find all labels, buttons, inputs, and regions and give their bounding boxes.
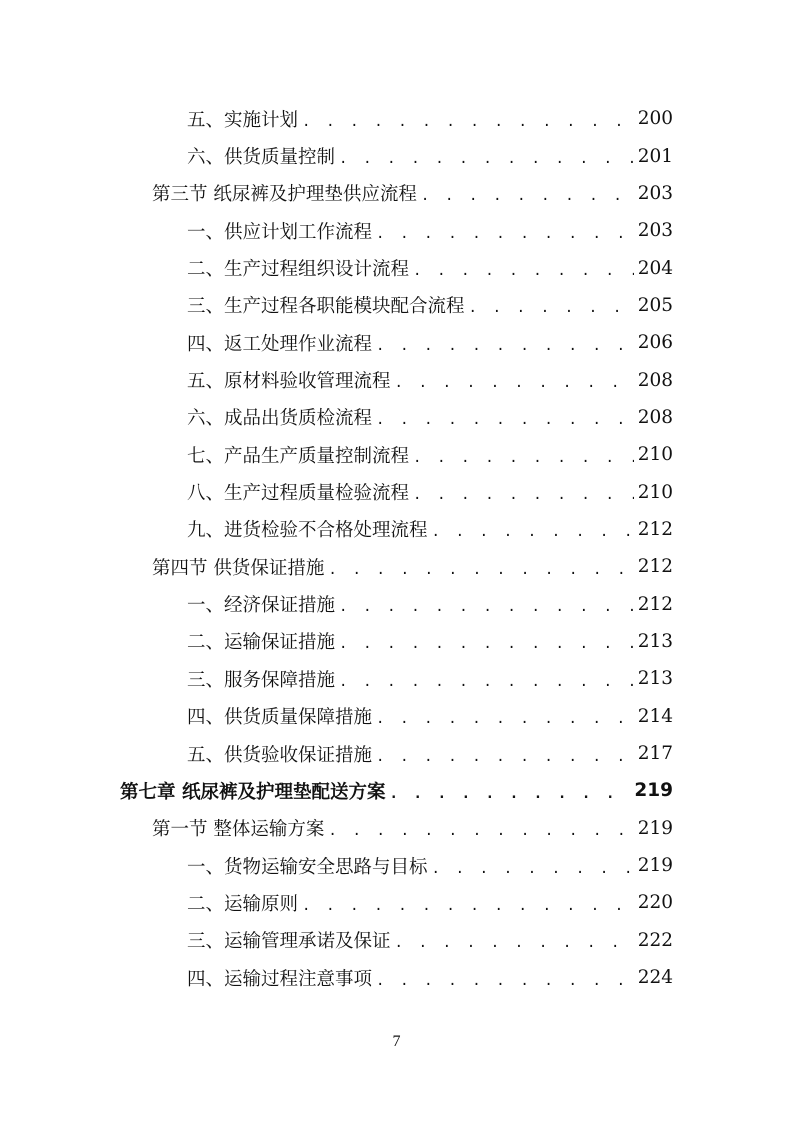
dot-leader — [328, 823, 633, 839]
dot-leader — [413, 263, 634, 279]
dot-leader — [376, 973, 634, 989]
toc-entry-title: 二、运输原则 — [187, 893, 299, 915]
dot-leader — [339, 599, 634, 615]
toc-entry-page: 210 — [637, 481, 673, 503]
toc-entry-page: 208 — [637, 369, 673, 391]
toc-entry-page: 212 — [637, 518, 673, 540]
dot-leader — [302, 114, 634, 130]
toc-entry[interactable] — [0, 959, 793, 996]
dot-leader — [421, 188, 634, 204]
toc-entry[interactable] — [0, 847, 793, 884]
toc-entry-page: 213 — [637, 630, 673, 652]
dot-leader — [413, 450, 634, 466]
toc-chapter-entry[interactable] — [0, 772, 793, 809]
toc-entry-title: 五、供货验收保证措施 — [187, 744, 373, 766]
toc-entry-title: 三、服务保障措施 — [187, 669, 336, 691]
toc-entry-page: 206 — [637, 332, 673, 354]
dot-leader — [376, 749, 634, 765]
toc-entry-page: 213 — [637, 668, 673, 690]
toc-entry-page: 210 — [637, 444, 673, 466]
dot-leader — [376, 338, 634, 354]
toc-entry-title: 五、实施计划 — [187, 109, 299, 131]
dot-leader — [339, 674, 634, 690]
toc-entry-page: 219 — [637, 817, 673, 839]
table-of-contents — [0, 100, 793, 996]
toc-entry-page: 224 — [637, 967, 673, 989]
toc-entry-page: 205 — [637, 294, 673, 316]
dot-leader — [376, 226, 634, 242]
dot-leader — [395, 935, 634, 951]
toc-entry-title: 第四节 供货保证措施 — [152, 557, 325, 579]
toc-entry-page: 200 — [637, 108, 673, 130]
toc-entry[interactable] — [0, 511, 793, 548]
toc-entry[interactable] — [0, 922, 793, 959]
toc-entry-title: 一、经济保证措施 — [187, 595, 336, 617]
toc-entry[interactable] — [0, 660, 793, 697]
toc-entry-title: 九、进货检验不合格处理流程 — [187, 520, 428, 542]
dot-leader — [395, 375, 634, 391]
toc-entry-page: 220 — [637, 892, 673, 914]
toc-entry-page: 214 — [637, 705, 673, 727]
toc-entry-title: 七、产品生产质量控制流程 — [187, 445, 410, 467]
toc-entry-title: 四、供货质量保障措施 — [187, 707, 373, 729]
toc-section-entry[interactable] — [0, 175, 793, 212]
toc-entry-title: 一、供应计划工作流程 — [187, 221, 373, 243]
toc-entry-title: 三、运输管理承诺及保证 — [187, 931, 391, 953]
toc-entry-title: 六、供货质量控制 — [187, 147, 336, 169]
page-number: 7 — [392, 1033, 401, 1050]
dot-leader — [432, 524, 634, 540]
toc-entry-page: 219 — [634, 780, 673, 802]
toc-entry-title: 八、生产过程质量检验流程 — [187, 483, 410, 505]
toc-entry[interactable] — [0, 585, 793, 622]
toc-entry-page: 203 — [637, 220, 673, 242]
toc-entry-page: 201 — [637, 145, 673, 167]
dot-leader — [413, 487, 634, 503]
dot-leader — [302, 898, 634, 914]
toc-entry-title: 三、生产过程各职能模块配合流程 — [187, 296, 465, 318]
toc-entry-page: 212 — [637, 556, 673, 578]
dot-leader — [339, 151, 634, 167]
dot-leader — [339, 636, 634, 652]
toc-entry[interactable] — [0, 399, 793, 436]
toc-entry-title: 六、成品出货质检流程 — [187, 408, 373, 430]
toc-entry-page: 219 — [637, 855, 673, 877]
toc-entry-title: 四、返工处理作业流程 — [187, 333, 373, 355]
toc-entry-title: 四、运输过程注意事项 — [187, 968, 373, 990]
toc-entry-title: 二、运输保证措施 — [187, 632, 336, 654]
toc-entry-page: 222 — [637, 929, 673, 951]
toc-entry[interactable] — [0, 735, 793, 772]
toc-entry[interactable] — [0, 698, 793, 735]
toc-section-entry[interactable] — [0, 548, 793, 585]
dot-leader — [328, 562, 633, 578]
toc-entry[interactable] — [0, 100, 793, 137]
toc-entry[interactable] — [0, 249, 793, 286]
dot-leader — [469, 300, 634, 316]
toc-entry-title: 第七章 纸尿裤及护理垫配送方案 — [120, 781, 386, 803]
toc-entry[interactable] — [0, 137, 793, 174]
toc-entry-title: 一、货物运输安全思路与目标 — [187, 856, 428, 878]
toc-entry[interactable] — [0, 212, 793, 249]
toc-entry[interactable] — [0, 324, 793, 361]
toc-entry[interactable] — [0, 436, 793, 473]
toc-entry[interactable] — [0, 623, 793, 660]
dot-leader — [376, 711, 634, 727]
toc-entry[interactable] — [0, 287, 793, 324]
toc-entry-title: 二、生产过程组织设计流程 — [187, 259, 410, 281]
toc-entry-page: 212 — [637, 593, 673, 615]
dot-leader — [432, 861, 634, 877]
toc-entry-page: 208 — [637, 406, 673, 428]
dot-leader — [389, 786, 630, 802]
toc-entry-title: 五、原材料验收管理流程 — [187, 371, 391, 393]
toc-entry-page: 203 — [637, 182, 673, 204]
toc-entry-page: 204 — [637, 257, 673, 279]
toc-entry-title: 第三节 纸尿裤及护理垫供应流程 — [152, 184, 417, 206]
toc-entry[interactable] — [0, 361, 793, 398]
toc-section-entry[interactable] — [0, 810, 793, 847]
toc-entry-title: 第一节 整体运输方案 — [152, 819, 325, 841]
dot-leader — [376, 412, 634, 428]
toc-entry[interactable] — [0, 473, 793, 510]
toc-entry[interactable] — [0, 884, 793, 921]
toc-entry-page: 217 — [637, 743, 673, 765]
